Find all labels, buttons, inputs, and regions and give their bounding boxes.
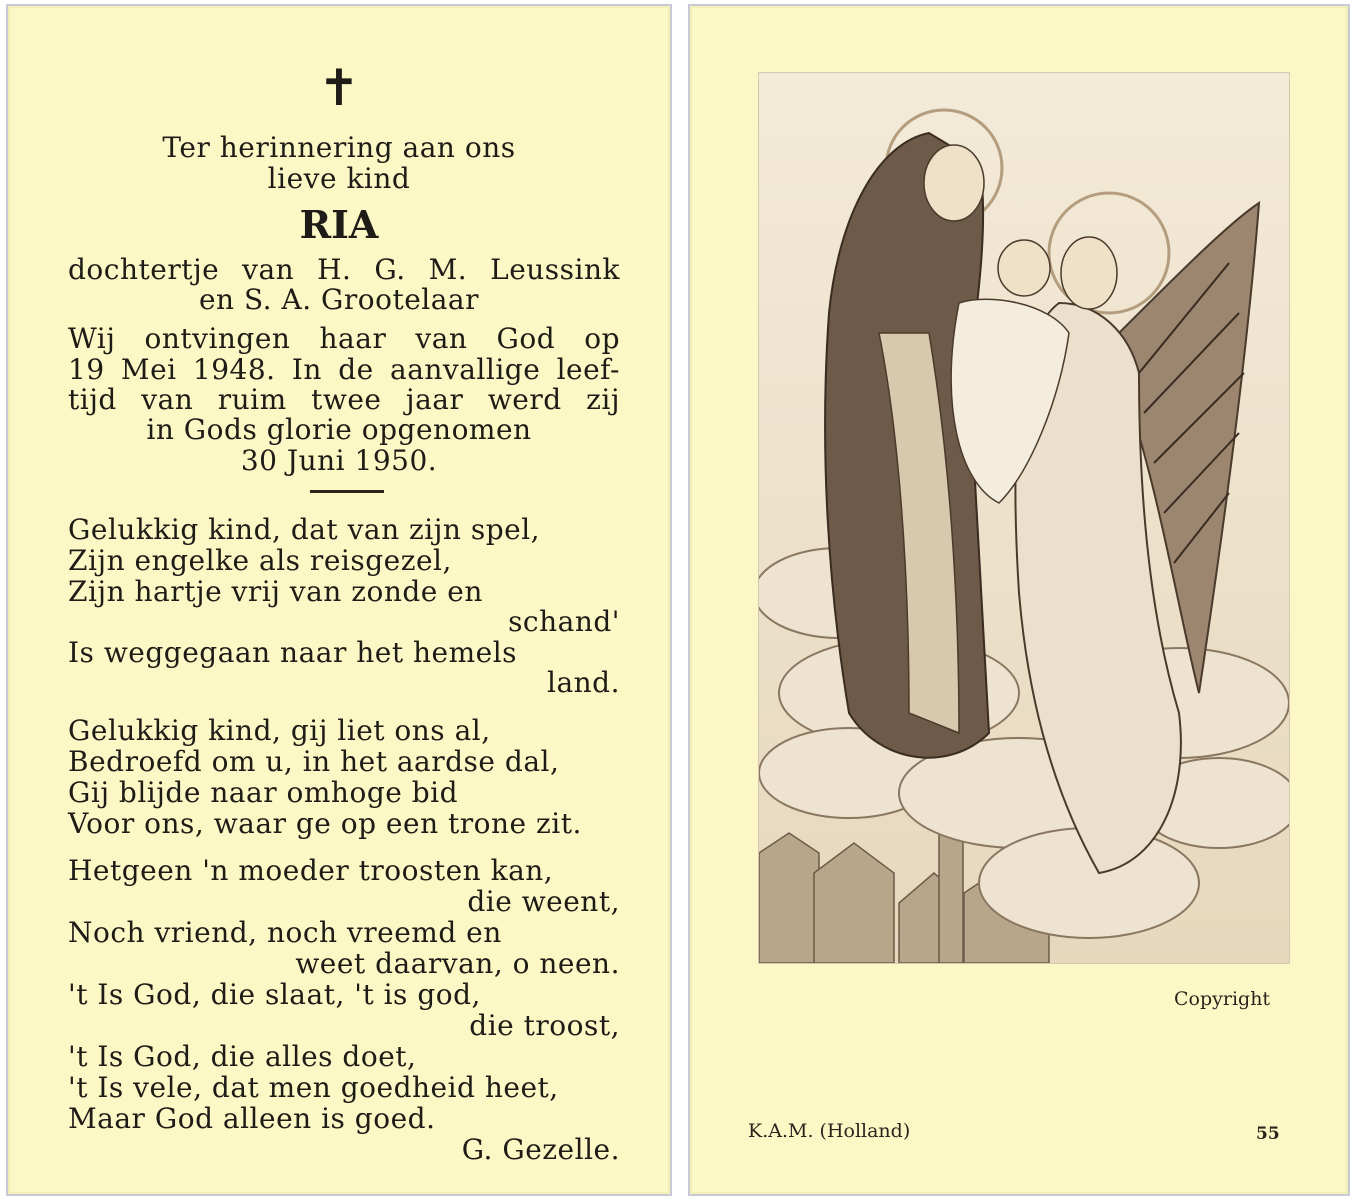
header-line-1: Ter herinnering aan ons (162, 131, 516, 164)
poem-line: 't Is God, die slaat, 't is god, (68, 978, 481, 1011)
bio-line-1: Wij ontvingen haar van God op (68, 322, 620, 355)
poem-line: die weent, (467, 885, 620, 918)
madonna-child-angel-illustration-icon (758, 72, 1290, 964)
publisher-label: K.A.M. (Holland) (748, 1120, 911, 1142)
poem-line: Zijn hartje vrij van zonde en (68, 575, 483, 608)
artwork-svg (759, 73, 1289, 963)
parents-line-1: dochtertje van H. G. M. Leussink (68, 253, 620, 286)
memorial-text-card (6, 4, 672, 1196)
poem-line: Voor ons, waar ge op een trone zit. (68, 807, 582, 840)
devotional-image-card (688, 4, 1350, 1196)
bio-line-2: 19 Mei 1948. In de aanvallige leef- (68, 353, 620, 386)
poem-line: schand' (508, 605, 620, 638)
divider-rule (310, 490, 384, 493)
poem-line: Bedroefd om u, in het aardse dal, (68, 745, 560, 778)
poem-line: Is weggegaan naar het hemels (68, 636, 518, 669)
poem-line: Gij blijde naar omhoge bid (68, 776, 459, 809)
poem-author: G. Gezelle. (461, 1133, 620, 1166)
card-number: 55 (1256, 1124, 1280, 1144)
poem-line: land. (546, 666, 620, 699)
poem-line: Maar God alleen is goed. (68, 1102, 436, 1135)
poem-line: Gelukkig kind, dat van zijn spel, (68, 513, 541, 546)
bio-line-5: 30 Juni 1950. (240, 444, 438, 477)
poem-line: weet daarvan, o neen. (295, 947, 620, 980)
poem-line: Hetgeen 'n moeder troosten kan, (68, 854, 554, 887)
parents-line-2: en S. A. Grootelaar (198, 283, 480, 316)
poem-line: die troost, (469, 1009, 620, 1042)
poem-line: Gelukkig kind, gij liet ons al, (68, 714, 491, 747)
poem-line: 't Is God, die alles doet, (68, 1040, 417, 1073)
deceased-name: RIA (299, 202, 379, 247)
bio-line-4: in Gods glorie opgenomen (146, 413, 532, 446)
poem-line: Noch vriend, noch vreemd en (68, 916, 502, 949)
copyright-label: Copyright (1174, 988, 1271, 1010)
bio-line-3: tijd van ruim twee jaar werd zij (68, 383, 620, 416)
poem-line: Zijn engelke als reisgezel, (68, 544, 452, 577)
poem-line: 't Is vele, dat men goedheid heet, (68, 1071, 559, 1104)
header-line-2: lieve kind (267, 162, 411, 195)
cross-icon: ✝ (318, 59, 360, 117)
